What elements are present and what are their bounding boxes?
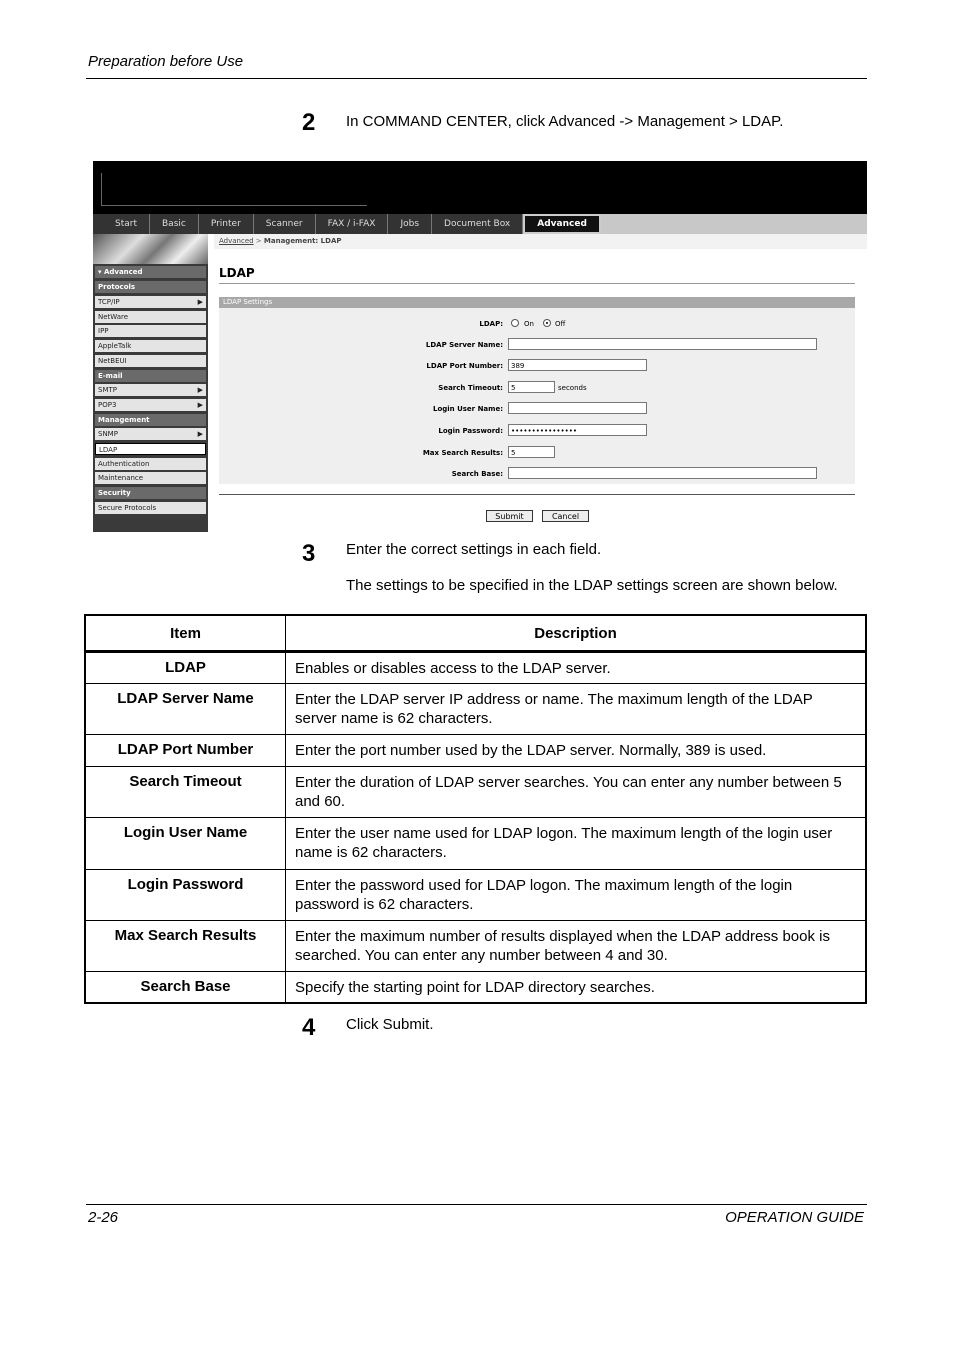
tab-scanner[interactable]: Scanner	[254, 214, 316, 234]
step-3-text: Enter the correct settings in each field.	[346, 541, 602, 558]
sidebar-head-protocols: Protocols	[95, 281, 206, 293]
sidebar-item-maintenance[interactable]: Maintenance	[95, 472, 206, 484]
table-row	[85, 684, 866, 735]
ldap-on-radio[interactable]	[511, 319, 519, 327]
table-header-row	[85, 615, 866, 652]
sidebar-top-advanced[interactable]: ▾ Advanced	[95, 266, 206, 278]
search-base-input[interactable]	[508, 467, 817, 479]
step-3-number: 3	[302, 540, 316, 567]
caret-down-icon: ▾	[98, 268, 104, 276]
tab-fax[interactable]: FAX / i-FAX	[316, 214, 389, 234]
sidebar-head-management: Management	[95, 414, 206, 426]
breadcrumb: Advanced > Management: LDAP	[219, 237, 342, 245]
table-row	[85, 735, 866, 767]
timeout-label: Search Timeout:	[438, 384, 503, 392]
max-results-label: Max Search Results:	[422, 449, 503, 457]
header-rule	[86, 78, 867, 79]
page-number: 2-26	[88, 1209, 119, 1226]
row-description: Enter the user name used for LDAP logon. The maximum length of the login user name is 62 characters.	[286, 818, 867, 870]
port-input[interactable]: 389	[508, 359, 647, 371]
sidebar-item-appletalk[interactable]: AppleTalk	[95, 340, 206, 352]
page-title: LDAP	[219, 266, 255, 280]
sidebar-head-email: E-mail	[95, 370, 206, 382]
sidebar	[93, 234, 208, 532]
search-base-label: Search Base:	[451, 470, 503, 478]
step-4-text: Click Submit.	[346, 1016, 434, 1033]
banner-logo-area	[101, 173, 367, 206]
server-name-label: LDAP Server Name:	[425, 341, 503, 349]
timeout-unit: seconds	[558, 384, 587, 392]
sidebar-item-smtp[interactable]: SMTP ▶	[95, 384, 206, 396]
max-results-input[interactable]: 5	[508, 446, 555, 458]
arrow-right-icon: ▶	[197, 298, 203, 306]
step-3-subtext: The settings to be specified in the LDAP settings screen are shown below.	[346, 577, 838, 594]
row-item: Max Search Results	[85, 921, 286, 972]
server-name-input[interactable]	[508, 338, 817, 350]
user-row	[219, 402, 855, 416]
server-name-row	[219, 338, 855, 352]
breadcrumb-link[interactable]: Advanced	[219, 237, 254, 245]
ldap-row	[219, 317, 855, 331]
ldap-label: LDAP:	[479, 320, 503, 328]
row-description: Enter the maximum number of results displayed when the LDAP address book is searched. You can enter any number between 4 and 30.	[286, 921, 867, 972]
row-description: Enter the password used for LDAP logon. The maximum length of the login password is 62 characters.	[286, 870, 867, 921]
footer-rule	[86, 1204, 867, 1205]
row-description: Specify the starting point for LDAP directory searches.	[286, 972, 867, 1003]
header-item: Item	[85, 615, 286, 652]
sidebar-item-ldap[interactable]: LDAP	[95, 443, 206, 455]
sidebar-item-netware[interactable]: NetWare	[95, 311, 206, 323]
row-item: LDAP Port Number	[85, 735, 286, 767]
timeout-input[interactable]: 5	[508, 381, 555, 393]
sidebar-image	[93, 234, 208, 264]
table-row	[85, 818, 866, 870]
table-row	[85, 767, 866, 818]
cancel-button[interactable]: Cancel	[542, 510, 589, 522]
password-label: Login Password:	[438, 427, 503, 435]
guide-title: OPERATION GUIDE	[725, 1209, 864, 1226]
sidebar-item-netbeui[interactable]: NetBEUI	[95, 355, 206, 367]
tab-basic[interactable]: Basic	[150, 214, 199, 234]
sidebar-head-security: Security	[95, 487, 206, 499]
sidebar-item-tcpip[interactable]: TCP/IP ▶	[95, 296, 206, 308]
ldap-on-label: On	[524, 320, 534, 328]
search-base-row	[219, 467, 855, 481]
table-row	[85, 652, 866, 684]
tab-advanced[interactable]: Advanced	[523, 214, 601, 234]
row-item: LDAP	[85, 652, 286, 684]
password-input[interactable]: ••••••••••••••••	[508, 424, 647, 436]
row-description: Enables or disables access to the LDAP server.	[286, 652, 867, 684]
ldap-off-radio[interactable]	[543, 319, 551, 327]
max-results-row	[219, 446, 855, 460]
submit-button[interactable]: Submit	[486, 510, 533, 522]
tab-printer[interactable]: Printer	[199, 214, 254, 234]
row-item: Login Password	[85, 870, 286, 921]
breadcrumb-current: Management: LDAP	[263, 237, 342, 245]
sidebar-item-secure-protocols[interactable]: Secure Protocols	[95, 502, 206, 514]
header-description: Description	[286, 615, 867, 652]
step-4-number: 4	[302, 1014, 316, 1041]
row-description: Enter the duration of LDAP server searches. You can enter any number between 5 and 60.	[286, 767, 867, 818]
step-2-text: In COMMAND CENTER, click Advanced -> Management > LDAP.	[346, 113, 784, 130]
ldap-off-label: Off	[555, 320, 566, 328]
port-label: LDAP Port Number:	[426, 362, 503, 370]
row-item: Search Timeout	[85, 767, 286, 818]
running-header: Preparation before Use	[88, 53, 244, 70]
arrow-right-icon: ▶	[197, 386, 203, 394]
password-row	[219, 424, 855, 438]
tab-bar	[93, 214, 867, 234]
section-header: LDAP Settings	[219, 297, 855, 308]
tab-jobs[interactable]: Jobs	[388, 214, 432, 234]
table-row	[85, 921, 866, 972]
table-row	[85, 870, 866, 921]
row-description: Enter the LDAP server IP address or name. The maximum length of the LDAP server name is 62 characters.	[286, 684, 867, 735]
settings-table	[84, 614, 867, 1004]
sidebar-item-authentication[interactable]: Authentication	[95, 458, 206, 470]
tab-document-box[interactable]: Document Box	[432, 214, 523, 234]
sidebar-item-ipp[interactable]: IPP	[95, 325, 206, 337]
step-2-number: 2	[302, 109, 316, 136]
table-row	[85, 972, 866, 1003]
command-center-screenshot	[93, 161, 867, 532]
sidebar-item-pop3[interactable]: POP3 ▶	[95, 399, 206, 411]
row-item: LDAP Server Name	[85, 684, 286, 735]
tab-start[interactable]: Start	[93, 214, 150, 234]
user-label: Login User Name:	[432, 405, 503, 413]
form-bottom-rule	[219, 494, 855, 495]
banner	[93, 161, 867, 214]
sidebar-item-snmp[interactable]: SNMP ▶	[95, 428, 206, 440]
user-input[interactable]	[508, 402, 647, 414]
arrow-right-icon: ▶	[197, 401, 203, 409]
arrow-right-icon: ▶	[197, 430, 203, 438]
row-item: Login User Name	[85, 818, 286, 870]
row-description: Enter the port number used by the LDAP server. Normally, 389 is used.	[286, 735, 867, 767]
title-rule	[219, 283, 855, 284]
port-row	[219, 359, 855, 373]
tab-bar-filler	[601, 214, 867, 234]
timeout-row	[219, 381, 855, 395]
row-item: Search Base	[85, 972, 286, 1003]
